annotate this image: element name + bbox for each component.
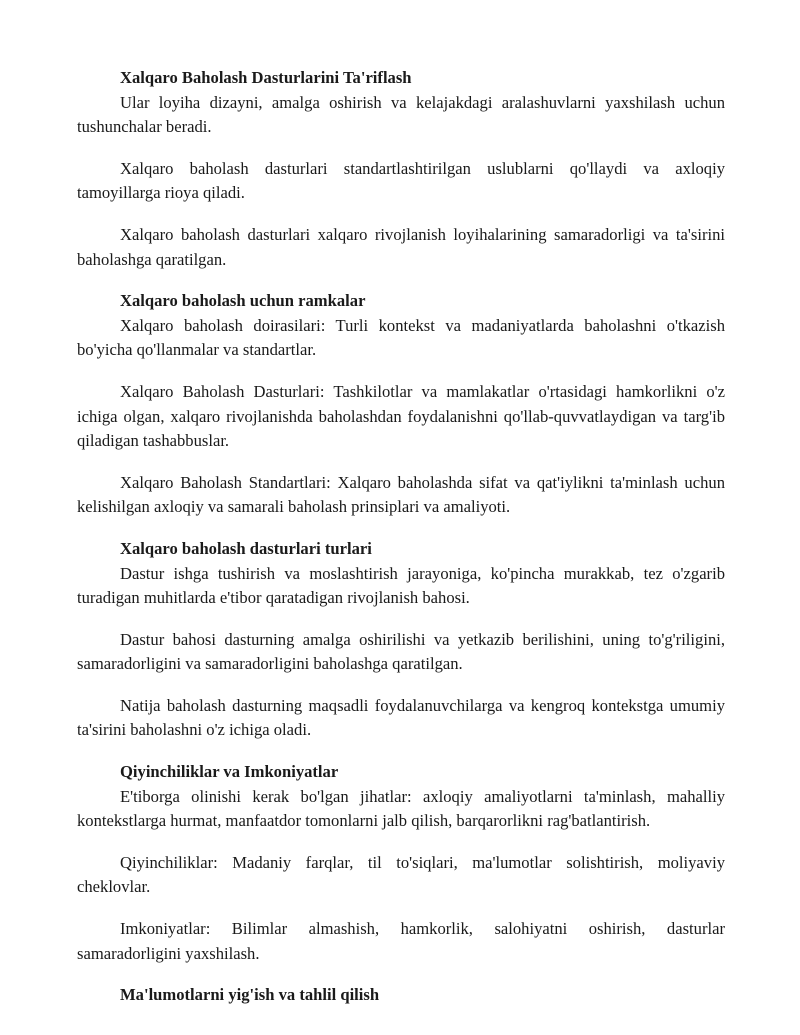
section-frameworks <box>77 289 725 520</box>
paragraph: Xalqaro Baholash Standartlari: Xalqaro baholashda sifat va qat'iylikni ta'minlash uchun kelishilgan axloqiy va samarali baholash prinsiplari va amaliyoti. <box>77 472 725 517</box>
section-heading: Xalqaro baholash dasturlari turlari <box>120 538 372 558</box>
paragraph: Dastur ishga tushirish va moslashtirish jarayoniga, ko'pincha murakkab, tez o'zgarib turadigan muhitlarda e'tibor qaratadigan rivojlanish bahosi. <box>77 563 725 608</box>
paragraph: Xalqaro baholash dasturlari standartlashtirilgan uslublarni qo'llaydi va axloqiy tamoyillarga rioya qiladi. <box>77 158 725 203</box>
paragraph: Dastur bahosi dasturning amalga oshirilishi va yetkazib berilishini, uning to'g'riligini, samaradorligini va samaradorligini baholashga qaratilgan. <box>77 629 725 674</box>
paragraph: Qiyinchiliklar: Madaniy farqlar, til to'siqlari, ma'lumotlar solishtirish, moliyaviy cheklovlar. <box>77 852 725 897</box>
paragraph: Xalqaro baholash dasturlari xalqaro rivojlanish loyihalarining samaradorligi va ta'sirini baholashga qaratilgan. <box>77 224 725 269</box>
section-types <box>77 537 725 743</box>
document-page <box>77 66 725 1008</box>
section-heading: Xalqaro baholash uchun ramkalar <box>120 291 366 311</box>
section-data-collection <box>77 983 725 1008</box>
paragraph: Natija baholash dasturning maqsadli foydalanuvchilarga va kengroq kontekstga umumiy ta'sirini baholashni o'z ichiga oladi. <box>77 695 725 740</box>
section-heading: Xalqaro Baholash Dasturlarini Ta'riflash <box>120 68 412 87</box>
section-heading: Qiyinchiliklar va Imkoniyatlar <box>120 762 339 782</box>
paragraph: Ular loyiha dizayni, amalga oshirish va kelajakdagi aralashuvlarni yaxshilash uchun tushunchalar beradi. <box>77 92 725 137</box>
paragraph: Xalqaro baholash doirasilari: Turli kontekst va madaniyatlarda baholashni o'tkazish bo'yicha qo'llanmalar va standartlar. <box>77 315 725 360</box>
paragraph: Xalqaro Baholash Dasturlari: Tashkilotlar va mamlakatlar o'rtasidagi hamkorlikni o'z ichiga olgan, xalqaro rivojlanishda baholashdan foydalanishni qo'llab-quvvatlaydigan va targ'ib qiladigan tashabbuslar. <box>77 381 725 451</box>
section-definition <box>77 66 725 272</box>
section-challenges <box>77 760 725 966</box>
paragraph: Imkoniyatlar: Bilimlar almashish, hamkorlik, salohiyatni oshirish, dasturlar samaradorligini yaxshilash. <box>77 919 725 963</box>
paragraph: E'tiborga olinishi kerak bo'lgan jihatlar: axloqiy amaliyotlarni ta'minlash, mahalliy kontekstlarga hurmat, manfaatdor tomonlarni jalb qilish, barqarorlikni rag'batlantirish. <box>77 786 725 831</box>
section-heading: Ma'lumotlarni yig'ish va tahlil qilish <box>120 985 380 1005</box>
